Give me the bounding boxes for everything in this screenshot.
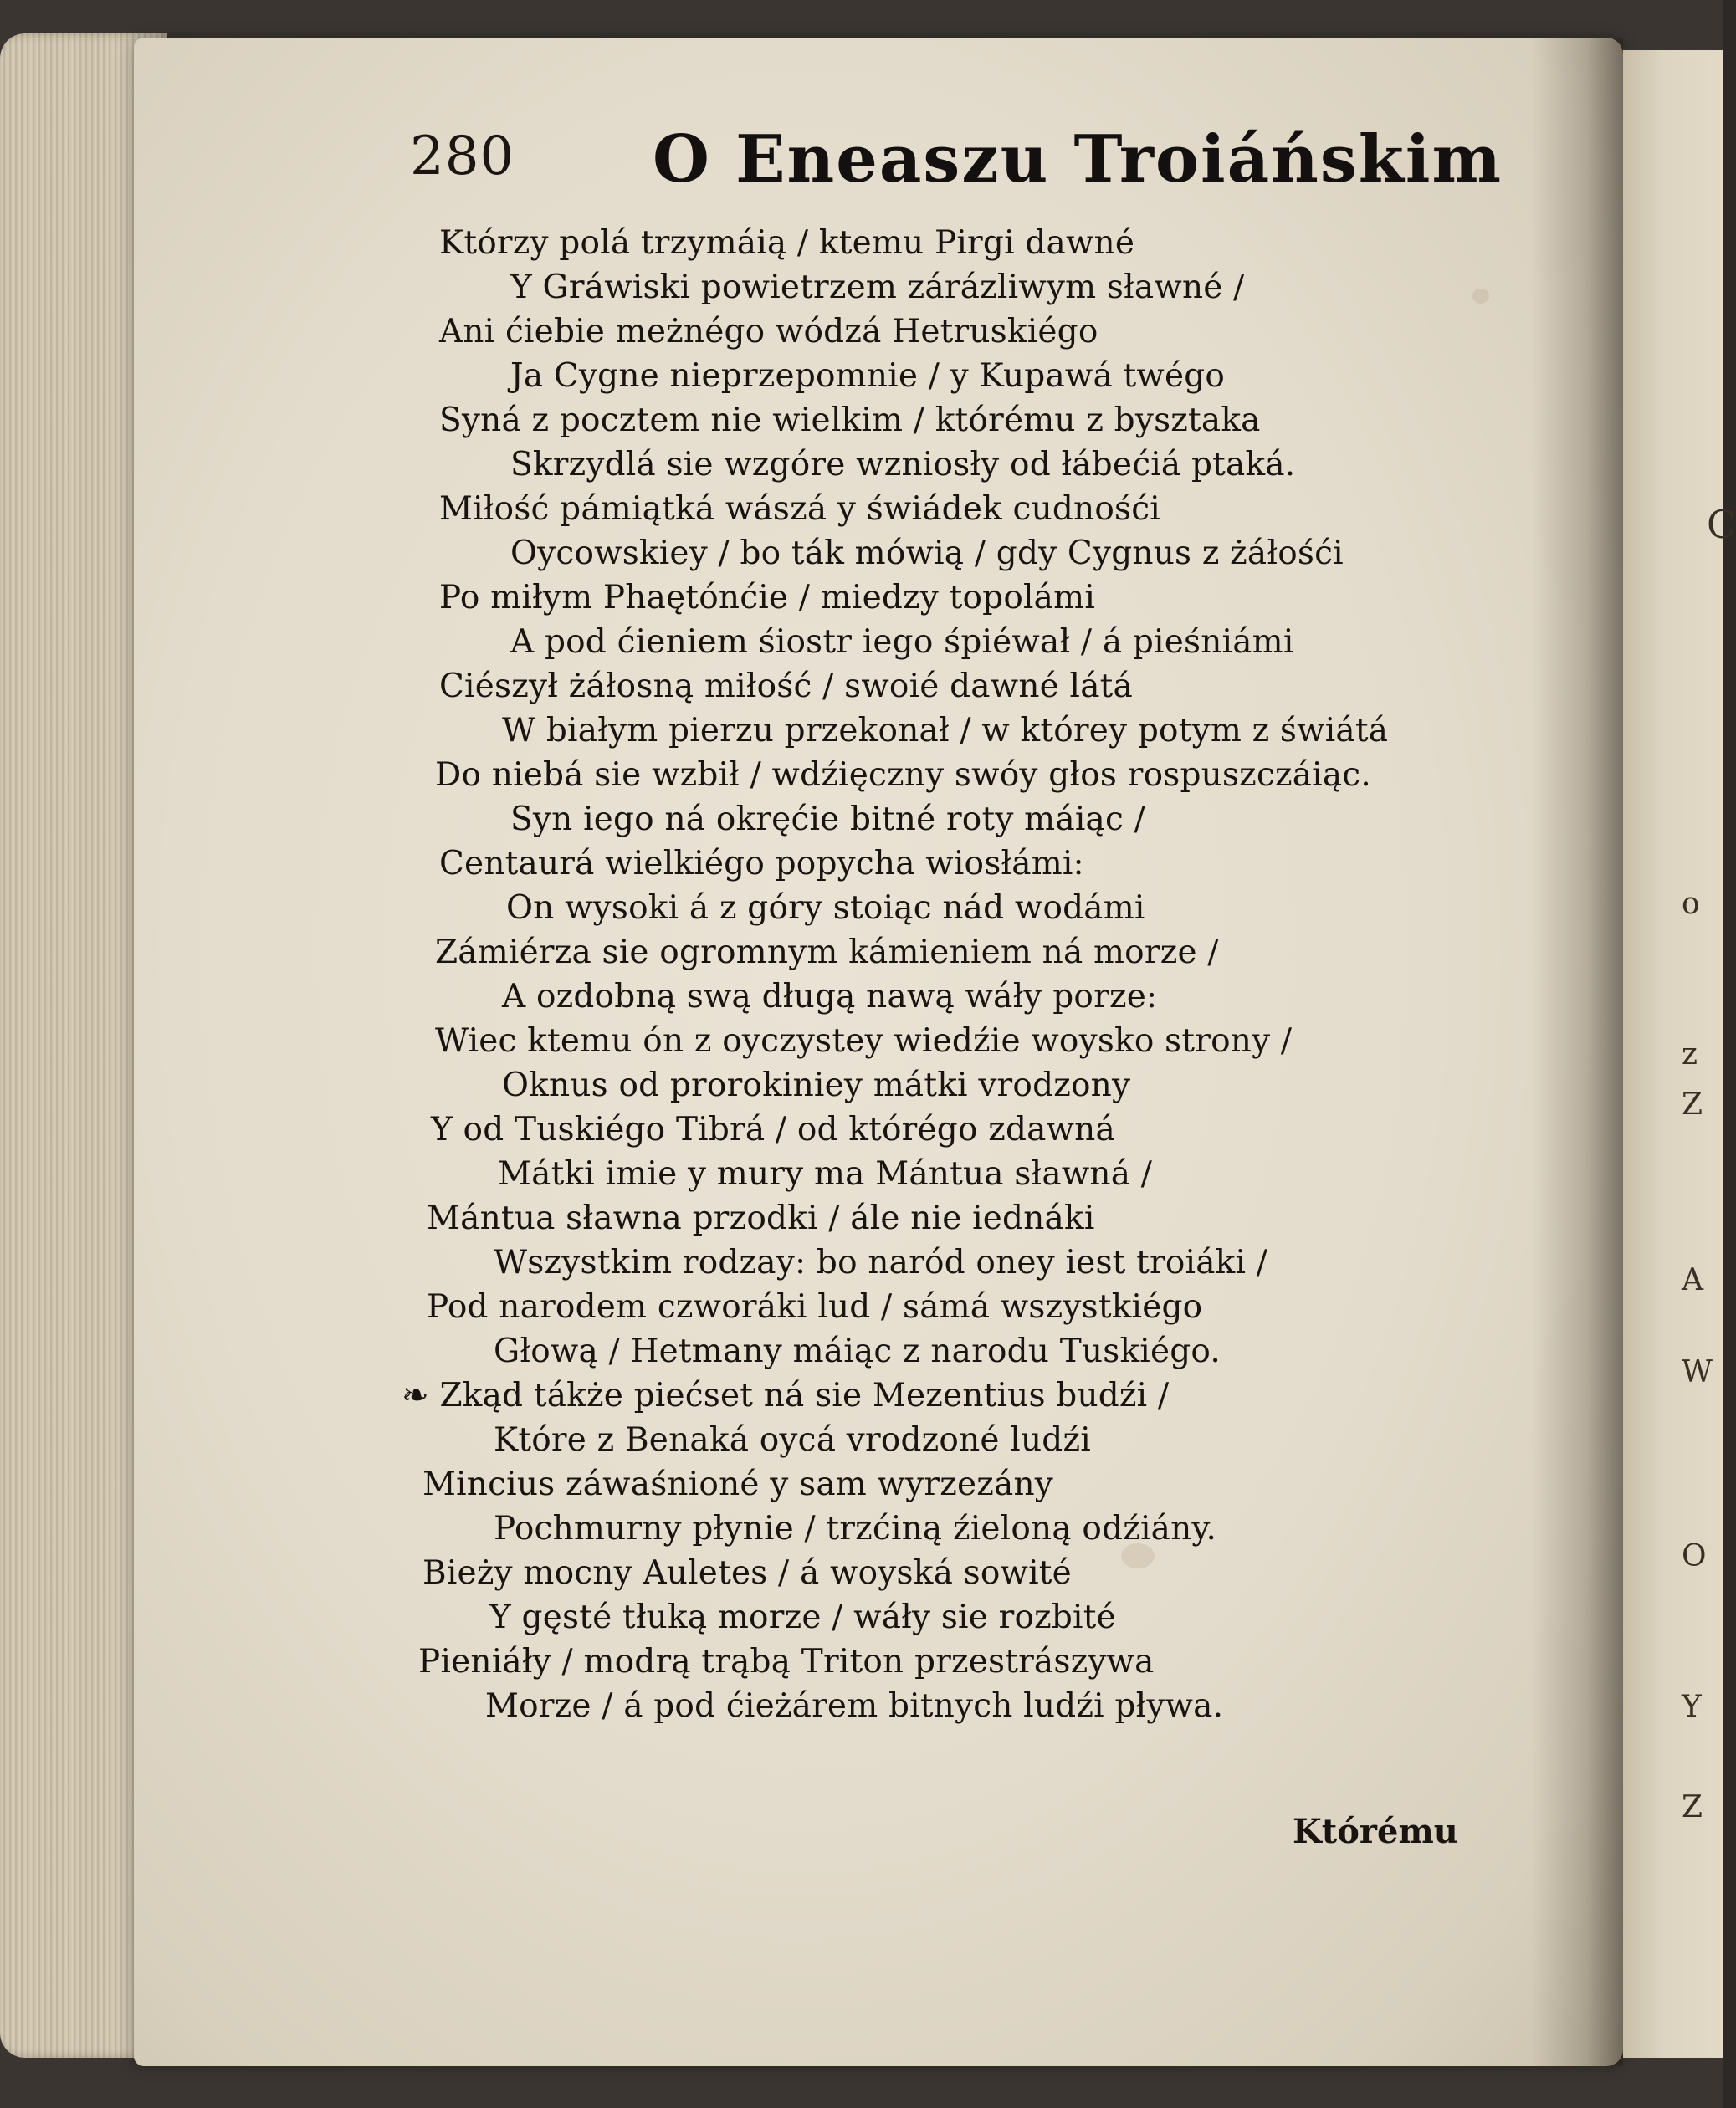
facing-page-fragment: z [1682,1037,1698,1072]
verse-line: Po miłym Phaętónćie / miedzy topolámi [439,579,1095,617]
verse-line: Y Gráwiski powietrzem zárázliwym sławné / [510,269,1245,306]
verse-line: Morze / á pod ćieżárem bitnych ludźi pływa. [485,1687,1224,1725]
verse-line: Oknus od prorokiniey mátki vrodzony [502,1067,1131,1104]
verse-line: Pieniáły / modrą trąbą Triton przestrászywa [418,1643,1155,1681]
verse-line: Y od Tuskiégo Tibrá / od którégo zdawná [431,1111,1115,1149]
verse-line: On wysoki á z góry stoiąc nád wodámi [506,889,1145,927]
binding-gutter [1531,38,1623,2066]
facing-page-fragment: o [1682,887,1700,921]
facing-page-fragment: C [1707,502,1736,547]
verse-line: Ani ćiebie meżnégo wódzá Hetruskiégo [439,313,1098,350]
catchword: Którému [1293,1812,1458,1851]
facing-page-fragment: Z [1682,1087,1703,1122]
verse-line: Ja Cygne nieprzepomnie / y Kupawá twégo [510,357,1226,395]
verse-line: Syn iego ná okręćie bitné roty máiąc / [510,801,1145,838]
verse-line: Centaurá wielkiégo popycha wiosłámi: [439,845,1084,883]
verse-line: Mántua sławna przodki / ále nie iednáki [427,1200,1095,1237]
facing-page-fragment: A [1682,1263,1703,1297]
page-number: 280 [410,125,515,187]
verse-line: Y gęsté tłuką morze / wáły sie rozbité [489,1599,1116,1636]
verse-line: Pod narodem czworáki lud / sámá wszystkiégo [427,1288,1203,1326]
verse-line: A ozdobną swą długą nawą wáły porze: [502,978,1158,1016]
facing-page-fragment: Y [1682,1690,1702,1724]
verse-line: ❧ Zkąd tákże piećset ná sie Mezentius budźi / [402,1377,1170,1415]
verse-line: Skrzydlá sie wzgóre wzniosły od łábećiá ptaká. [510,446,1296,484]
verse-line: Wszystkim rodzay: bo naród oney iest troiáki / [494,1244,1268,1282]
verse-line: Do niebá sie wzbił / wdźięczny swóy głos rospuszczáiąc. [435,756,1371,794]
verse-line: Miłość pámiątká wászá y świádek cudnośći [439,490,1160,528]
verse-line: Które z Benaká oycá vrodzoné ludźi [494,1421,1091,1459]
book-page [134,38,1623,2066]
verse-line: Syná z pocztem nie wielkim / którému z bysztaka [439,402,1261,439]
verse-line: Głową / Hetmany máiąc z narodu Tuskiégo. [494,1333,1221,1370]
verse-line: Mátki imie y mury ma Mántua sławná / [498,1155,1153,1193]
facing-page [1623,50,1736,2058]
verse-line: Mincius záwaśnioné y sam wyrzezány [422,1466,1053,1503]
running-title: O Eneaszu Troiáńskim [653,121,1503,197]
verse-line: Ciészył żáłosną miłość / swoié dawné látá [439,668,1133,705]
paper-stain [1472,289,1489,304]
verse-line: Bieży mocny Auletes / á woyská sowité [422,1554,1072,1592]
verse-line: Pochmurny płynie / trzćiną źieloną odźiány. [494,1510,1217,1548]
verse-line: W białym pierzu przekonał / w którey potym z świátá [502,712,1389,750]
verse-line: A pod ćieniem śiostr iego śpiéwał / á pieśniámi [510,623,1294,661]
verse-line: Wiec ktemu ón z oyczystey wiedźie woysko strony / [435,1022,1293,1060]
facing-page-fragment: W [1682,1355,1713,1389]
facing-page-fragment: O [1682,1539,1707,1573]
paper-stain [1121,1543,1155,1568]
verse-line: Którzy polá trzymáią / ktemu Pirgi dawné [439,224,1135,262]
verse-line: Oycowskiey / bo ták mówią / gdy Cygnus z żáłośći [510,535,1344,572]
verse-line: Zámiérza sie ogromnym kámieniem ná morze / [435,934,1219,971]
facing-page-fragment: Z [1682,1790,1703,1824]
